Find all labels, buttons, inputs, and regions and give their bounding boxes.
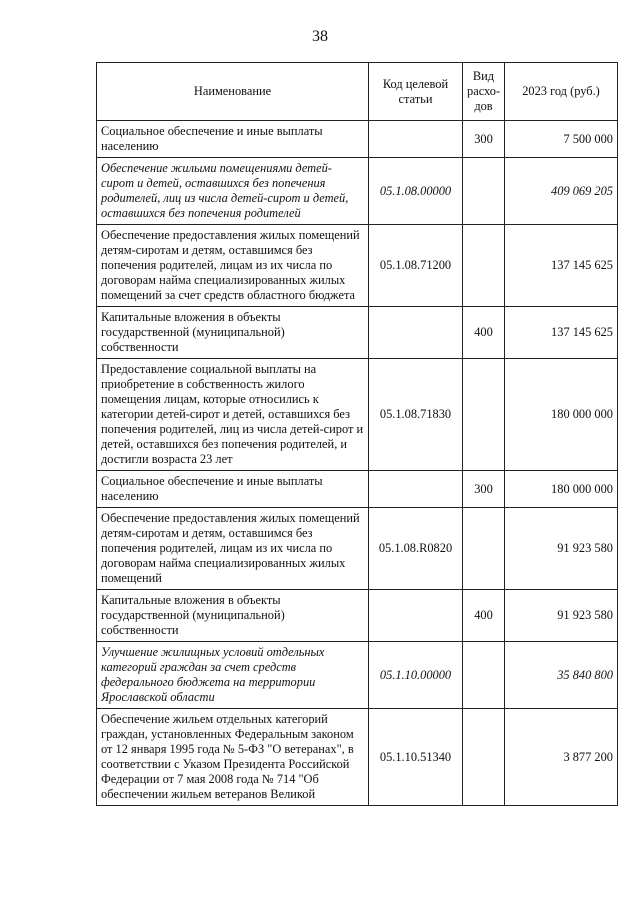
cell-name: Улучшение жилищных условий отдельных категорий граждан за счет средств федерального бюджета на территории Ярославской области	[97, 642, 369, 709]
cell-amount: 180 000 000	[505, 359, 618, 471]
cell-name: Капитальные вложения в объекты государственной (муниципальной) собственности	[97, 590, 369, 642]
cell-amount: 91 923 580	[505, 508, 618, 590]
cell-type	[463, 158, 505, 225]
table-row	[97, 225, 618, 307]
table-row	[97, 508, 618, 590]
cell-type: 400	[463, 590, 505, 642]
cell-type	[463, 709, 505, 806]
header-amount: 2023 год (руб.)	[505, 63, 618, 121]
cell-type: 400	[463, 307, 505, 359]
cell-type: 300	[463, 121, 505, 158]
cell-name: Обеспечение жилыми помещениями детей-сирот и детей, оставшихся без попечения родителей, лиц из числа детей-сирот и детей, оставшихся без попечения родителей	[97, 158, 369, 225]
cell-amount: 7 500 000	[505, 121, 618, 158]
cell-type	[463, 508, 505, 590]
cell-amount: 137 145 625	[505, 307, 618, 359]
page-number: 38	[312, 28, 328, 45]
header-name: Наименование	[97, 63, 369, 121]
cell-amount: 409 069 205	[505, 158, 618, 225]
budget-table	[96, 62, 618, 806]
cell-code: 05.1.08.00000	[369, 158, 463, 225]
table-row	[97, 121, 618, 158]
cell-code	[369, 307, 463, 359]
cell-code: 05.1.08.R0820	[369, 508, 463, 590]
cell-amount: 35 840 800	[505, 642, 618, 709]
cell-code: 05.1.08.71200	[369, 225, 463, 307]
cell-code	[369, 471, 463, 508]
table-row	[97, 158, 618, 225]
cell-code: 05.1.10.00000	[369, 642, 463, 709]
cell-name: Обеспечение предоставления жилых помещений детям-сиротам и детям, оставшимся без попечения родителей, лицам из их числа по договорам найма специализированных жилых помещений	[97, 508, 369, 590]
table-row	[97, 590, 618, 642]
cell-amount: 91 923 580	[505, 590, 618, 642]
cell-code: 05.1.08.71830	[369, 359, 463, 471]
cell-code: 05.1.10.51340	[369, 709, 463, 806]
cell-name: Капитальные вложения в объекты государственной (муниципальной) собственности	[97, 307, 369, 359]
table-row	[97, 642, 618, 709]
cell-type	[463, 642, 505, 709]
cell-type: 300	[463, 471, 505, 508]
cell-amount: 180 000 000	[505, 471, 618, 508]
cell-type	[463, 359, 505, 471]
cell-name: Предоставление социальной выплаты на приобретение в собственность жилого помещения лицам, которые относились к категории детей-сирот и детей, оставшихся без попечения родителей, лиц из числа детей-сирот и детей, оставшихся без попечения родителей, и достигли возраста 23 лет	[97, 359, 369, 471]
cell-name: Социальное обеспечение и иные выплаты населению	[97, 471, 369, 508]
cell-code	[369, 121, 463, 158]
table-row	[97, 471, 618, 508]
table-row	[97, 359, 618, 471]
cell-name: Обеспечение жильем отдельных категорий граждан, установленных Федеральным законом от 12 января 1995 года № 5-ФЗ "О ветеранах", в соответствии с Указом Президента Российской Федерации от 7 мая 2008 года № 714 "Об обеспечении жильем ветеранов Великой	[97, 709, 369, 806]
cell-code	[369, 590, 463, 642]
cell-type	[463, 225, 505, 307]
header-code: Код целевой статьи	[369, 63, 463, 121]
table-row	[97, 307, 618, 359]
cell-name: Обеспечение предоставления жилых помещений детям-сиротам и детям, оставшимся без попечения родителей, лицам из их числа по договорам найма специализированных жилых помещений за счет средств областного бюджета	[97, 225, 369, 307]
table-header-row	[97, 63, 618, 121]
header-type: Вид расхо-дов	[463, 63, 505, 121]
cell-name: Социальное обеспечение и иные выплаты населению	[97, 121, 369, 158]
cell-amount: 3 877 200	[505, 709, 618, 806]
table-row	[97, 709, 618, 806]
cell-amount: 137 145 625	[505, 225, 618, 307]
